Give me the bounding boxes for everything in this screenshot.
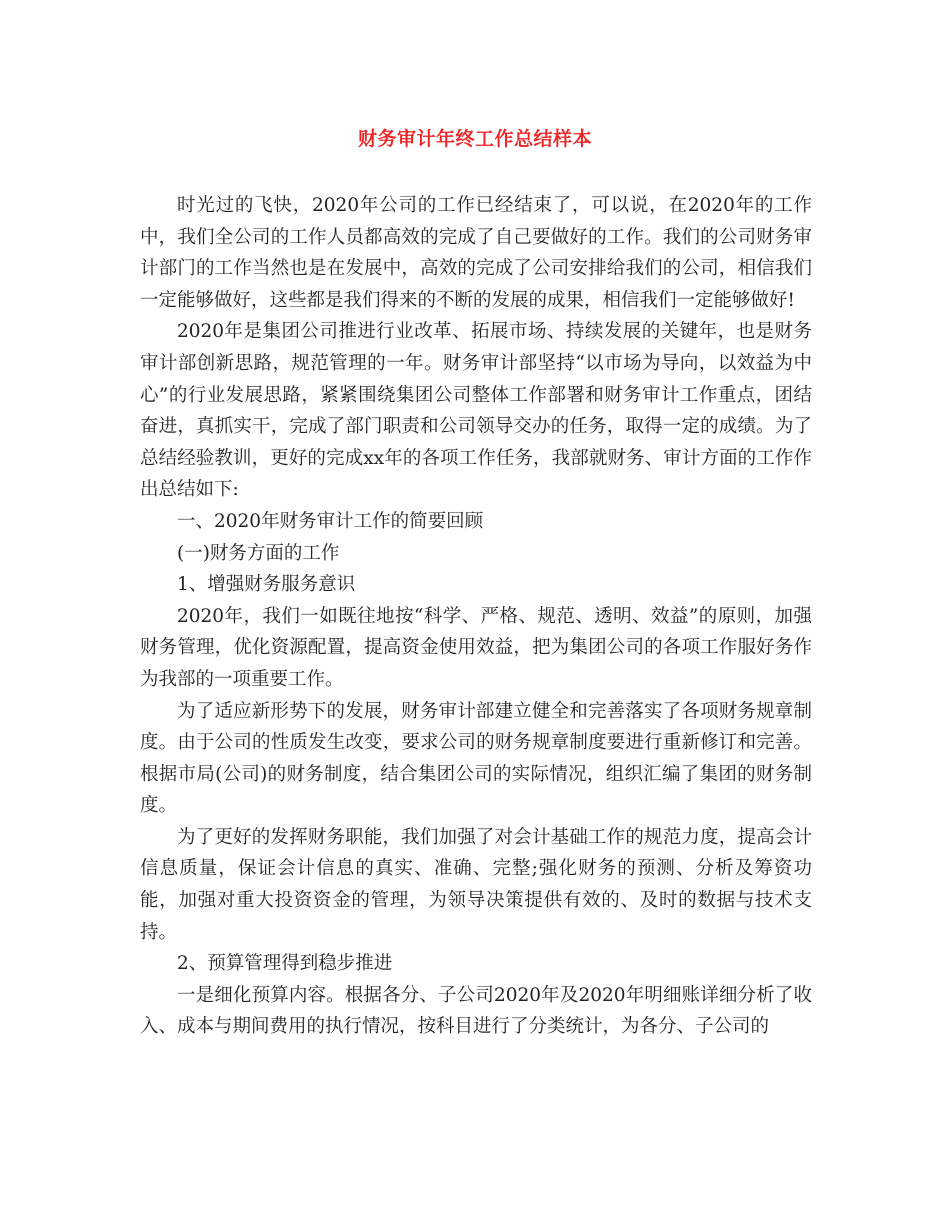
- subsection-heading-finance: (一)财务方面的工作: [177, 542, 340, 564]
- document-body: [140, 190, 812, 1043]
- item-heading-budget: 2、预算管理得到稳步推进: [177, 953, 393, 975]
- item-heading-service: 1、增强财务服务意识: [177, 574, 356, 596]
- paragraph-overview: 2020年是集团公司推进行业改革、拓展市场、持续发展的关键年，也是财务审计部创新思路，规范管理的一年。财务审计部坚持“以市场为导向，以效益为中心”的行业发展思路，紧紧围绕集团公司整体工作部署和财务审计工作重点，团结奋进，真抓实干，完成了部门职责和公司领导交办的任务，取得一定的成绩。为了总结经验教训，更好的完成xx年的各项工作任务，我部就财务、审计方面的工作作出总结如下:: [140, 321, 812, 501]
- paragraph-service: 2020年，我们一如既往地按“科学、严格、规范、透明、效益”的原则，加强财务管理，优化资源配置，提高资金使用效益，把为集团公司的各项工作服好务作为我部的一项重要工作。: [140, 605, 812, 690]
- document-title: 财务审计年终工作总结样本: [357, 128, 592, 150]
- paragraph-budget: 一是细化预算内容。根据各分、子公司2020年及2020年明细账详细分析了收入、成本与期间费用的执行情况，按科目进行了分类统计，为各分、子公司的: [140, 984, 812, 1038]
- section-heading-review: 一、2020年财务审计工作的简要回顾: [177, 510, 484, 532]
- paragraph-intro: 时光过的飞快，2020年公司的工作已经结束了，可以说，在2020年的工作中，我们全公司的工作人员都高效的完成了自己要做好的工作。我们的公司财务审计部门的工作当然也是在发展中，高效的完成了公司安排给我们的公司，相信我们一定能够做好，这些都是我们得来的不断的发展的成果，相信我们一定能够做好!: [140, 195, 812, 311]
- paragraph-accounting: 为了更好的发挥财务职能，我们加强了对会计基础工作的规范力度，提高会计信息质量，保证会计信息的真实、准确、完整;强化财务的预测、分析及筹资功能，加强对重大投资资金的管理，为领导决策提供有效的、及时的数据与技术支持。: [140, 826, 812, 943]
- paragraph-regulations: 为了适应新形势下的发展，财务审计部建立健全和完善落实了各项财务规章制度。由于公司的性质发生改变，要求公司的财务规章制度要进行重新修订和完善。根据市局(公司)的财务制度，结合集团公司的实际情况，组织汇编了集团的财务制度。: [140, 700, 812, 817]
